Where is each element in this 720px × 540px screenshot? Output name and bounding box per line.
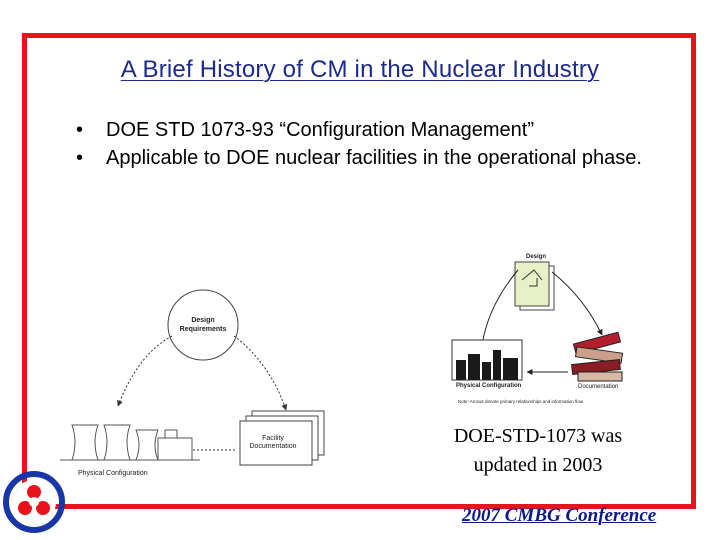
left-cm-diagram (60, 280, 360, 480)
frame-right-border (691, 33, 696, 509)
caption (428, 422, 648, 480)
books-illustration (572, 332, 623, 381)
bullet-dot: • (76, 147, 84, 169)
dotted-arrow-right (234, 336, 286, 410)
arrow-design-to-physical (482, 270, 518, 345)
design-doc-front (515, 262, 549, 306)
organization-logo (2, 470, 66, 534)
right-cm-diagram (452, 250, 662, 410)
design-requirements-label-line2: Requirements (179, 326, 227, 333)
slide-title: A Brief History of CM in the Nuclear Industry (120, 56, 600, 83)
dotted-arrow-left (118, 336, 172, 406)
bullet-item (76, 116, 656, 144)
facility-documentation-line1: Facility (262, 435, 284, 442)
documentation-label: Documentation (578, 384, 619, 390)
conference-footer: 2007 CMBG Conference (462, 505, 657, 526)
frame-left-border (22, 33, 27, 503)
bullet-text: DOE STD 1073-93 “Configuration Management” (106, 119, 534, 141)
design-requirements-circle (168, 290, 238, 360)
caption-line-1: DOE-STD-1073 was (453, 425, 623, 447)
caption-line-2: updated in 2003 (473, 454, 603, 476)
facility-documentation-line2: Documentation (249, 443, 297, 450)
bullet-text: Applicable to DOE nuclear facilities in the operational phase. (106, 147, 642, 169)
bullet-list (76, 116, 656, 172)
design-label: Design (526, 254, 547, 260)
frame-top-border (22, 33, 696, 38)
note-text: Note: Arrows denote primary relationships and information flow. (458, 399, 585, 404)
arrow-design-to-documentation (552, 272, 602, 335)
plant-illustration (60, 425, 200, 460)
bullet-item (76, 144, 656, 172)
bullet-dot: • (76, 119, 84, 141)
design-requirements-label-line1: Design (191, 317, 215, 324)
physical-configuration-label: Physical Configuration (78, 470, 148, 477)
physical-configuration-label: Physical Configuration (456, 383, 522, 389)
